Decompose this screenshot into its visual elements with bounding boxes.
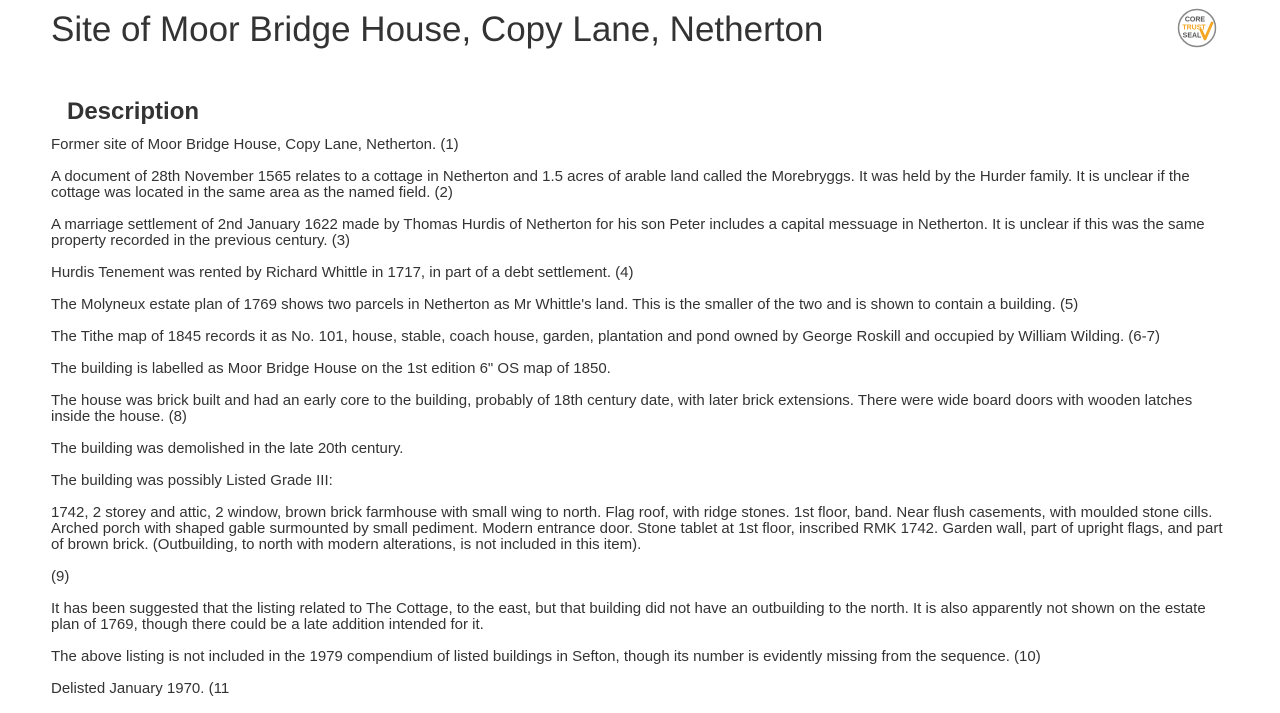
description-paragraph: 1742, 2 storey and attic, 2 window, brown brick farmhouse with small wing to north. Flag roof, with ridge stones. 1st floor, band. Near flush casements, with moulded stone cills. Arched porch with shaped gable surmounted by small pediment. Modern entrance door. Stone tablet at 1st floor, inscribed RMK 1742. Garden wall, part of upright flags, and part of brown brick. (Outbuilding, to north with modern alterations, is not included in this item). (51, 504, 1223, 553)
description-paragraph: The house was brick built and had an early core to the building, probably of 18th century date, with later brick extensions. There were wide board doors with wooden latches inside the house. (8) (51, 392, 1193, 425)
description-paragraph: Former site of Moor Bridge House, Copy Lane, Netherton. (1) (51, 136, 459, 153)
description-paragraph: The building was possibly Listed Grade III: (51, 472, 333, 489)
description-body (51, 137, 1231, 713)
core-trust-seal-logo[interactable] (1177, 8, 1217, 48)
description-paragraph: The building was demolished in the late 20th century. (51, 440, 404, 457)
description-paragraph: The Molyneux estate plan of 1769 shows two parcels in Netherton as Mr Whittle's land. This is the smaller of the two and is shown to contain a building. (5) (51, 296, 1079, 313)
seal-text-trust: TRUST (1182, 24, 1206, 32)
page-title: Site of Moor Bridge House, Copy Lane, Netherton (51, 10, 824, 49)
description-paragraph: Delisted January 1970. (11 (51, 680, 230, 697)
description-paragraph: Hurdis Tenement was rented by Richard Whittle in 1717, in part of a debt settlement. (4) (51, 264, 634, 281)
description-paragraph: A marriage settlement of 2nd January 1622 made by Thomas Hurdis of Netherton for his son Peter includes a capital messuage in Netherton. It is unclear if this was the same property recorded in the previous century. (3) (51, 216, 1205, 249)
seal-text-core: CORE (1184, 16, 1206, 24)
description-paragraph: A document of 28th November 1565 relates to a cottage in Netherton and 1.5 acres of arable land called the Morebryggs. It was held by the Hurder family. It is unclear if the cottage was located in the same area as the named field. (2) (51, 168, 1190, 201)
seal-text-seal: SEAL (1182, 32, 1202, 40)
description-paragraph: (9) (51, 568, 70, 585)
description-paragraph: It has been suggested that the listing related to The Cottage, to the east, but that building did not have an outbuilding to the north. It is also apparently not shown on the estate plan of 1769, though there could be a late addition intended for it. (51, 600, 1206, 633)
description-paragraph: The Tithe map of 1845 records it as No. 101, house, stable, coach house, garden, plantation and pond owned by George Roskill and occupied by William Wilding. (6-7) (51, 328, 1160, 345)
description-paragraph: The building is labelled as Moor Bridge House on the 1st edition 6" OS map of 1850. (51, 360, 611, 377)
description-heading: Description (67, 98, 200, 125)
description-paragraph: The above listing is not included in the 1979 compendium of listed buildings in Sefton, though its number is evidently missing from the sequence. (10) (51, 648, 1041, 665)
